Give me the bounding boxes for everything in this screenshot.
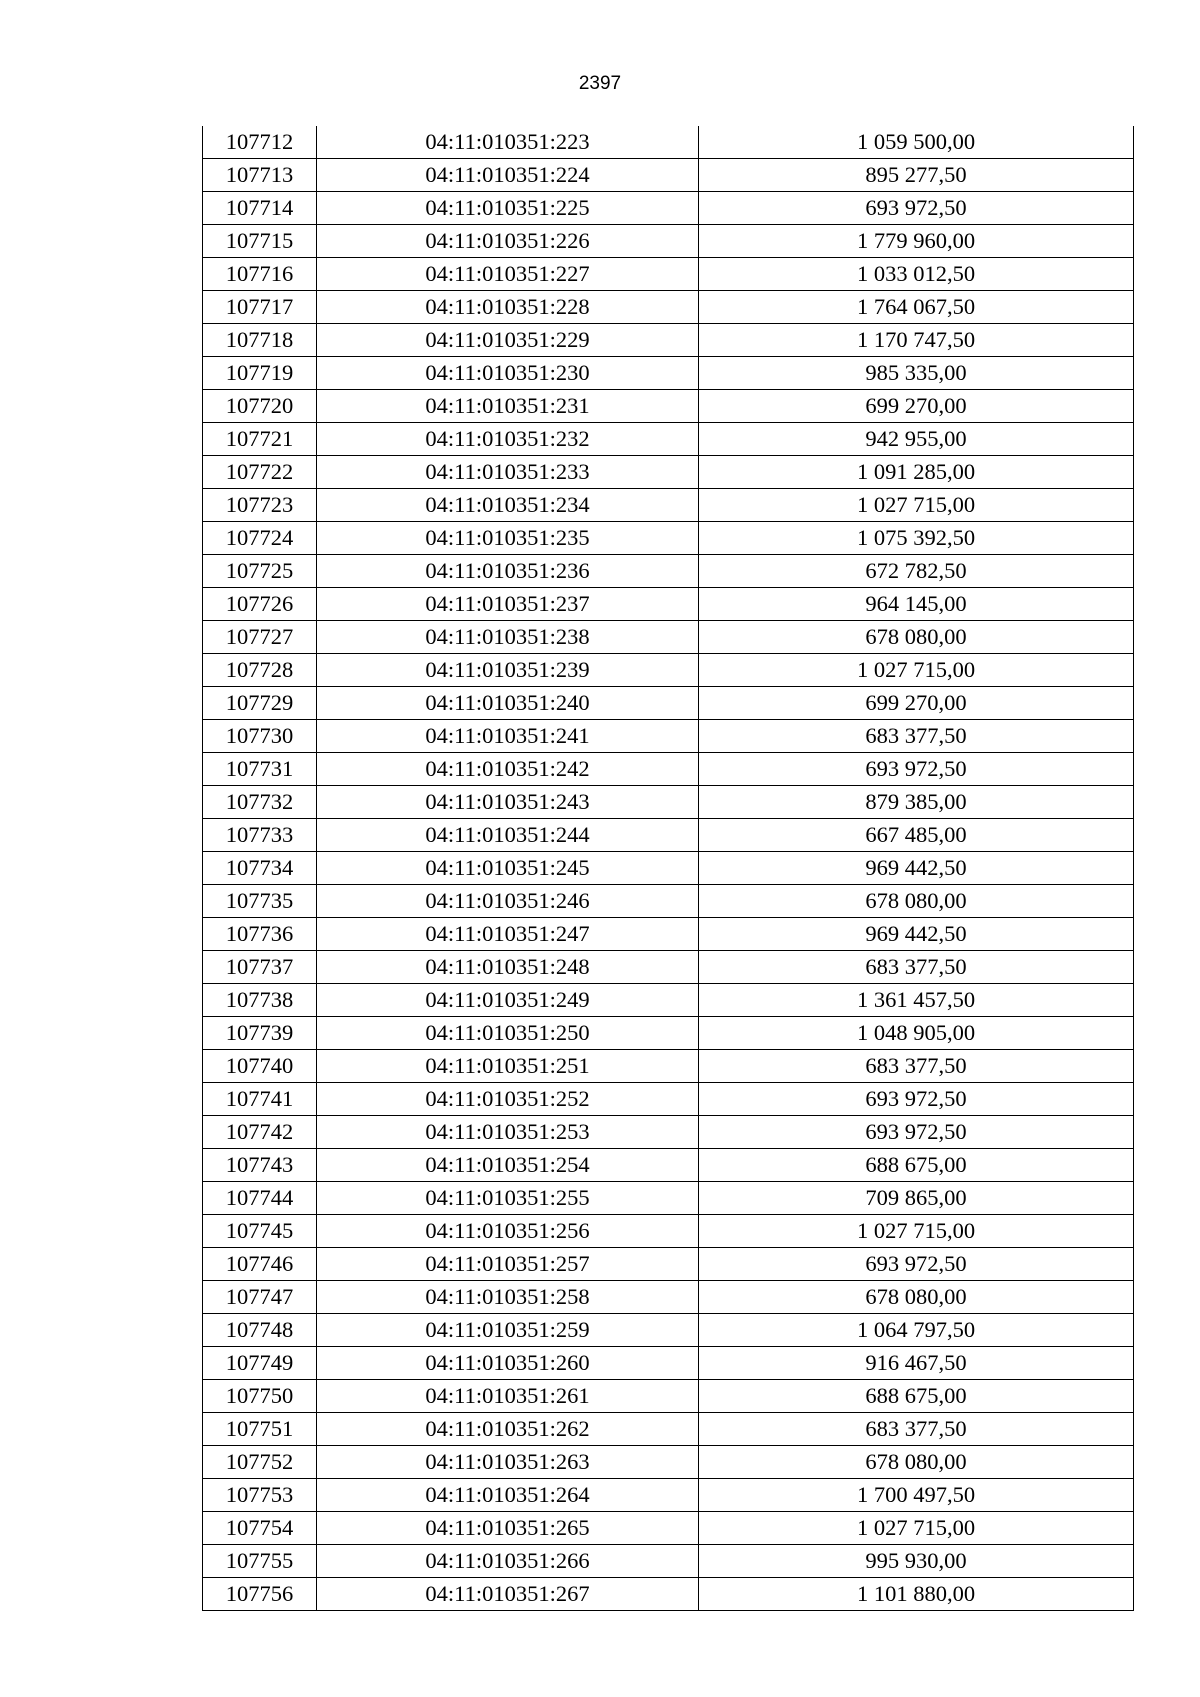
cadastral-value-table <box>202 126 1134 1611</box>
cadastral-number-cell: 04:11:010351:257 <box>317 1248 699 1281</box>
table-row <box>203 258 1134 291</box>
cadastral-number-cell: 04:11:010351:229 <box>317 324 699 357</box>
row-number-cell: 107717 <box>203 291 317 324</box>
cadastral-value-cell: 1 764 067,50 <box>699 291 1134 324</box>
cadastral-number-cell: 04:11:010351:233 <box>317 456 699 489</box>
row-number-cell: 107712 <box>203 126 317 159</box>
cadastral-value-cell: 1 027 715,00 <box>699 489 1134 522</box>
cadastral-number-cell: 04:11:010351:234 <box>317 489 699 522</box>
row-number-cell: 107724 <box>203 522 317 555</box>
cadastral-number-cell: 04:11:010351:245 <box>317 852 699 885</box>
cadastral-value-cell: 693 972,50 <box>699 1083 1134 1116</box>
row-number-cell: 107748 <box>203 1314 317 1347</box>
table-row <box>203 1149 1134 1182</box>
row-number-cell: 107723 <box>203 489 317 522</box>
cadastral-value-cell: 1 075 392,50 <box>699 522 1134 555</box>
cadastral-number-cell: 04:11:010351:225 <box>317 192 699 225</box>
cadastral-number-cell: 04:11:010351:244 <box>317 819 699 852</box>
row-number-cell: 107731 <box>203 753 317 786</box>
cadastral-number-cell: 04:11:010351:227 <box>317 258 699 291</box>
cadastral-value-cell: 678 080,00 <box>699 621 1134 654</box>
row-number-cell: 107754 <box>203 1512 317 1545</box>
cadastral-value-cell: 1 048 905,00 <box>699 1017 1134 1050</box>
row-number-cell: 107744 <box>203 1182 317 1215</box>
cadastral-value-cell: 672 782,50 <box>699 555 1134 588</box>
cadastral-value-cell: 693 972,50 <box>699 192 1134 225</box>
table-row <box>203 192 1134 225</box>
cadastral-number-cell: 04:11:010351:255 <box>317 1182 699 1215</box>
table-body <box>203 126 1134 1611</box>
cadastral-number-cell: 04:11:010351:223 <box>317 126 699 159</box>
cadastral-number-cell: 04:11:010351:248 <box>317 951 699 984</box>
row-number-cell: 107741 <box>203 1083 317 1116</box>
table-row <box>203 1545 1134 1578</box>
cadastral-number-cell: 04:11:010351:263 <box>317 1446 699 1479</box>
cadastral-value-cell: 693 972,50 <box>699 1248 1134 1281</box>
table-row <box>203 489 1134 522</box>
cadastral-value-cell: 1 027 715,00 <box>699 1215 1134 1248</box>
row-number-cell: 107756 <box>203 1578 317 1611</box>
cadastral-value-cell: 995 930,00 <box>699 1545 1134 1578</box>
table-row <box>203 555 1134 588</box>
table-row <box>203 522 1134 555</box>
cadastral-number-cell: 04:11:010351:264 <box>317 1479 699 1512</box>
row-number-cell: 107732 <box>203 786 317 819</box>
cadastral-number-cell: 04:11:010351:266 <box>317 1545 699 1578</box>
cadastral-value-cell: 683 377,50 <box>699 951 1134 984</box>
cadastral-value-cell: 683 377,50 <box>699 720 1134 753</box>
cadastral-value-cell: 1 027 715,00 <box>699 654 1134 687</box>
cadastral-value-cell: 688 675,00 <box>699 1380 1134 1413</box>
cadastral-number-cell: 04:11:010351:232 <box>317 423 699 456</box>
cadastral-value-cell: 879 385,00 <box>699 786 1134 819</box>
cadastral-number-cell: 04:11:010351:253 <box>317 1116 699 1149</box>
cadastral-value-cell: 693 972,50 <box>699 1116 1134 1149</box>
table-row <box>203 1380 1134 1413</box>
cadastral-number-cell: 04:11:010351:231 <box>317 390 699 423</box>
table-row <box>203 852 1134 885</box>
row-number-cell: 107755 <box>203 1545 317 1578</box>
table-row <box>203 1512 1134 1545</box>
cadastral-number-cell: 04:11:010351:246 <box>317 885 699 918</box>
row-number-cell: 107737 <box>203 951 317 984</box>
cadastral-value-cell: 683 377,50 <box>699 1413 1134 1446</box>
cadastral-value-cell: 895 277,50 <box>699 159 1134 192</box>
row-number-cell: 107749 <box>203 1347 317 1380</box>
cadastral-number-cell: 04:11:010351:239 <box>317 654 699 687</box>
row-number-cell: 107752 <box>203 1446 317 1479</box>
cadastral-value-cell: 699 270,00 <box>699 687 1134 720</box>
table-row <box>203 588 1134 621</box>
cadastral-number-cell: 04:11:010351:238 <box>317 621 699 654</box>
table-row <box>203 918 1134 951</box>
cadastral-value-cell: 969 442,50 <box>699 852 1134 885</box>
cadastral-value-cell: 1 101 880,00 <box>699 1578 1134 1611</box>
row-number-cell: 107722 <box>203 456 317 489</box>
cadastral-number-cell: 04:11:010351:236 <box>317 555 699 588</box>
row-number-cell: 107736 <box>203 918 317 951</box>
row-number-cell: 107751 <box>203 1413 317 1446</box>
cadastral-number-cell: 04:11:010351:251 <box>317 1050 699 1083</box>
cadastral-number-cell: 04:11:010351:259 <box>317 1314 699 1347</box>
table-row <box>203 423 1134 456</box>
table-row <box>203 1182 1134 1215</box>
table-row <box>203 1017 1134 1050</box>
cadastral-number-cell: 04:11:010351:228 <box>317 291 699 324</box>
table-row <box>203 687 1134 720</box>
table-row <box>203 1446 1134 1479</box>
cadastral-value-cell: 693 972,50 <box>699 753 1134 786</box>
table-row <box>203 1347 1134 1380</box>
table-row <box>203 1479 1134 1512</box>
table-row <box>203 1578 1134 1611</box>
row-number-cell: 107715 <box>203 225 317 258</box>
cadastral-number-cell: 04:11:010351:230 <box>317 357 699 390</box>
row-number-cell: 107747 <box>203 1281 317 1314</box>
cadastral-number-cell: 04:11:010351:267 <box>317 1578 699 1611</box>
cadastral-number-cell: 04:11:010351:224 <box>317 159 699 192</box>
cadastral-value-cell: 969 442,50 <box>699 918 1134 951</box>
cadastral-value-cell: 678 080,00 <box>699 1281 1134 1314</box>
table-row <box>203 786 1134 819</box>
row-number-cell: 107746 <box>203 1248 317 1281</box>
table-row <box>203 1314 1134 1347</box>
table-row <box>203 390 1134 423</box>
table-row <box>203 984 1134 1017</box>
row-number-cell: 107739 <box>203 1017 317 1050</box>
row-number-cell: 107720 <box>203 390 317 423</box>
cadastral-number-cell: 04:11:010351:261 <box>317 1380 699 1413</box>
cadastral-number-cell: 04:11:010351:256 <box>317 1215 699 1248</box>
cadastral-number-cell: 04:11:010351:242 <box>317 753 699 786</box>
table-row <box>203 225 1134 258</box>
table-row <box>203 159 1134 192</box>
table-row <box>203 951 1134 984</box>
cadastral-value-cell: 688 675,00 <box>699 1149 1134 1182</box>
cadastral-number-cell: 04:11:010351:250 <box>317 1017 699 1050</box>
table-row <box>203 753 1134 786</box>
cadastral-value-cell: 709 865,00 <box>699 1182 1134 1215</box>
cadastral-number-cell: 04:11:010351:237 <box>317 588 699 621</box>
table-row <box>203 456 1134 489</box>
row-number-cell: 107714 <box>203 192 317 225</box>
table-row <box>203 1248 1134 1281</box>
table-row <box>203 1281 1134 1314</box>
cadastral-number-cell: 04:11:010351:243 <box>317 786 699 819</box>
row-number-cell: 107719 <box>203 357 317 390</box>
table-row <box>203 621 1134 654</box>
row-number-cell: 107716 <box>203 258 317 291</box>
table-row <box>203 291 1134 324</box>
cadastral-value-cell: 1 091 285,00 <box>699 456 1134 489</box>
cadastral-number-cell: 04:11:010351:262 <box>317 1413 699 1446</box>
cadastral-value-cell: 942 955,00 <box>699 423 1134 456</box>
cadastral-value-cell: 964 145,00 <box>699 588 1134 621</box>
row-number-cell: 107725 <box>203 555 317 588</box>
row-number-cell: 107730 <box>203 720 317 753</box>
table-row <box>203 819 1134 852</box>
row-number-cell: 107727 <box>203 621 317 654</box>
row-number-cell: 107713 <box>203 159 317 192</box>
table-row <box>203 126 1134 159</box>
row-number-cell: 107750 <box>203 1380 317 1413</box>
cadastral-value-cell: 699 270,00 <box>699 390 1134 423</box>
row-number-cell: 107721 <box>203 423 317 456</box>
cadastral-number-cell: 04:11:010351:241 <box>317 720 699 753</box>
table-row <box>203 1116 1134 1149</box>
cadastral-value-cell: 683 377,50 <box>699 1050 1134 1083</box>
cadastral-value-cell: 1 033 012,50 <box>699 258 1134 291</box>
cadastral-value-cell: 1 059 500,00 <box>699 126 1134 159</box>
row-number-cell: 107733 <box>203 819 317 852</box>
cadastral-number-cell: 04:11:010351:249 <box>317 984 699 1017</box>
row-number-cell: 107753 <box>203 1479 317 1512</box>
cadastral-number-cell: 04:11:010351:247 <box>317 918 699 951</box>
row-number-cell: 107734 <box>203 852 317 885</box>
cadastral-value-cell: 678 080,00 <box>699 885 1134 918</box>
row-number-cell: 107718 <box>203 324 317 357</box>
cadastral-value-cell: 667 485,00 <box>699 819 1134 852</box>
row-number-cell: 107742 <box>203 1116 317 1149</box>
table-row <box>203 1215 1134 1248</box>
cadastral-value-cell: 1 700 497,50 <box>699 1479 1134 1512</box>
table-row <box>203 324 1134 357</box>
cadastral-value-cell: 1 170 747,50 <box>699 324 1134 357</box>
cadastral-number-cell: 04:11:010351:252 <box>317 1083 699 1116</box>
row-number-cell: 107729 <box>203 687 317 720</box>
row-number-cell: 107743 <box>203 1149 317 1182</box>
cadastral-value-cell: 985 335,00 <box>699 357 1134 390</box>
cadastral-value-cell: 1 361 457,50 <box>699 984 1134 1017</box>
cadastral-value-cell: 678 080,00 <box>699 1446 1134 1479</box>
cadastral-number-cell: 04:11:010351:235 <box>317 522 699 555</box>
cadastral-value-cell: 1 064 797,50 <box>699 1314 1134 1347</box>
row-number-cell: 107740 <box>203 1050 317 1083</box>
row-number-cell: 107745 <box>203 1215 317 1248</box>
cadastral-number-cell: 04:11:010351:265 <box>317 1512 699 1545</box>
table-row <box>203 654 1134 687</box>
cadastral-value-cell: 1 027 715,00 <box>699 1512 1134 1545</box>
table-row <box>203 885 1134 918</box>
row-number-cell: 107728 <box>203 654 317 687</box>
cadastral-value-cell: 916 467,50 <box>699 1347 1134 1380</box>
table-row <box>203 1083 1134 1116</box>
cadastral-number-cell: 04:11:010351:254 <box>317 1149 699 1182</box>
page-number: 2397 <box>578 73 622 94</box>
cadastral-number-cell: 04:11:010351:240 <box>317 687 699 720</box>
table-row <box>203 720 1134 753</box>
cadastral-number-cell: 04:11:010351:226 <box>317 225 699 258</box>
row-number-cell: 107738 <box>203 984 317 1017</box>
row-number-cell: 107735 <box>203 885 317 918</box>
cadastral-number-cell: 04:11:010351:260 <box>317 1347 699 1380</box>
cadastral-number-cell: 04:11:010351:258 <box>317 1281 699 1314</box>
cadastral-value-cell: 1 779 960,00 <box>699 225 1134 258</box>
table-row <box>203 1413 1134 1446</box>
table-row <box>203 357 1134 390</box>
row-number-cell: 107726 <box>203 588 317 621</box>
table-row <box>203 1050 1134 1083</box>
